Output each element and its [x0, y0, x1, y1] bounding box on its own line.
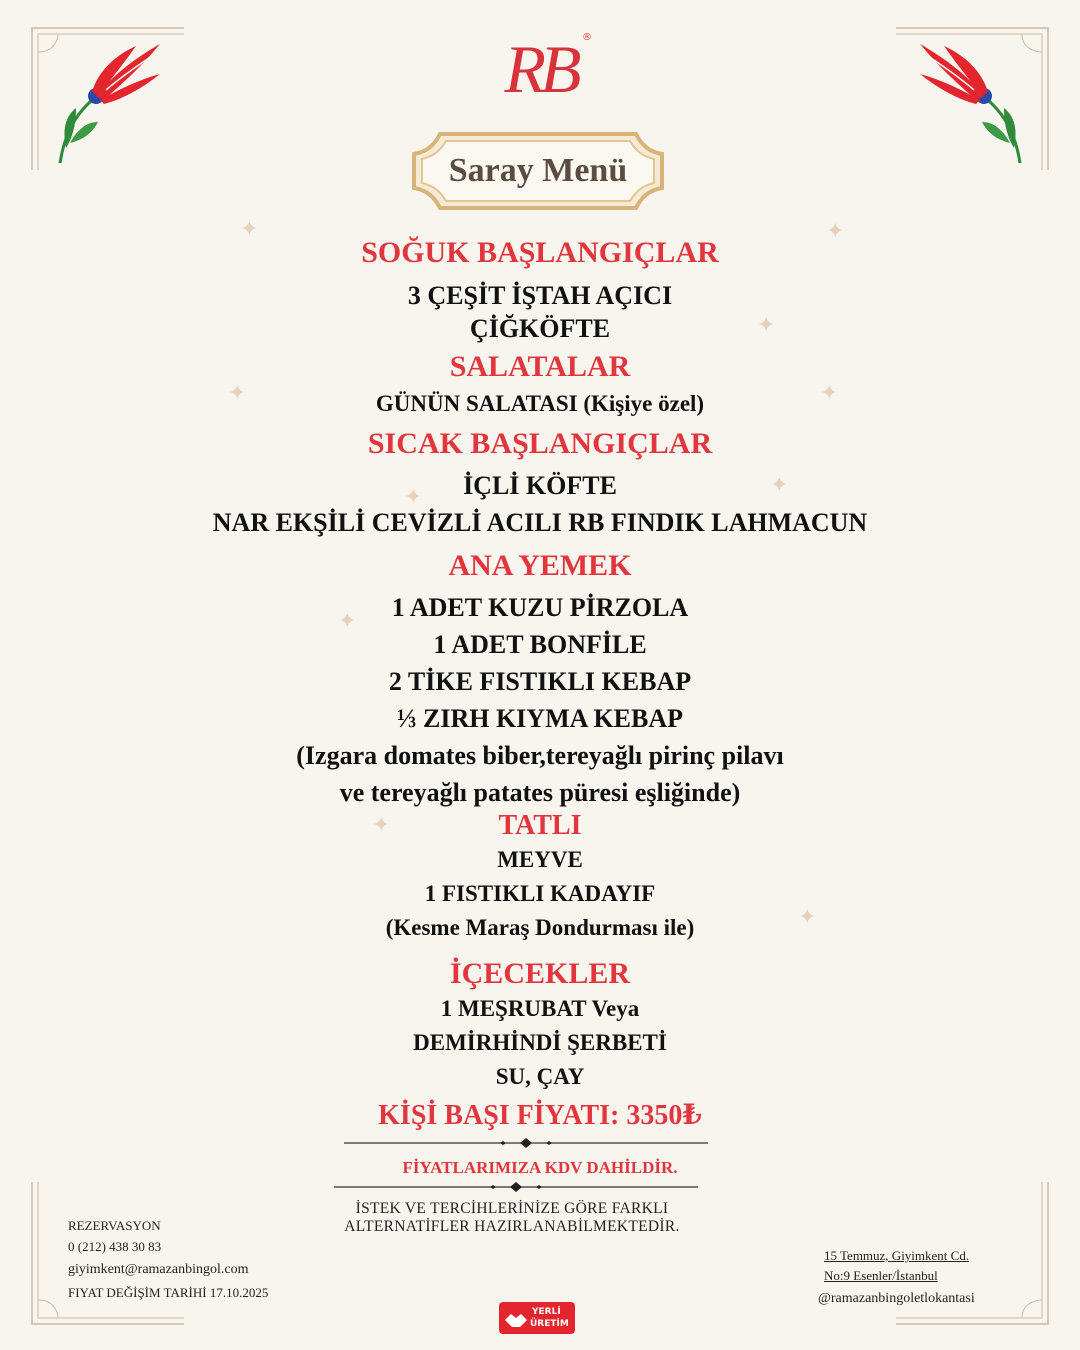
alternatives-note: ALTERNATİFLER HAZIRLANABİLMEKTEDİR.	[344, 1218, 680, 1235]
menu-item: ÇİĞKÖFTE	[469, 314, 611, 343]
sparkle-icon: ✦	[228, 380, 247, 405]
page-title: Saray Menü	[448, 152, 628, 189]
divider-ornament	[330, 1180, 702, 1194]
price-per-person: KİŞİ BAŞI FİYATI: 3350₺	[378, 1100, 702, 1131]
sparkle-icon: ✦	[240, 216, 259, 241]
divider-ornament	[340, 1136, 712, 1150]
tulip-icon	[916, 38, 1028, 166]
menu-item: DEMİRHİNDİ ŞERBETİ	[413, 1030, 667, 1055]
sparkle-icon: ✦	[770, 472, 789, 497]
menu-item: 1 FISTIKLI KADAYIF	[424, 881, 656, 906]
sparkle-icon: ✦	[826, 218, 845, 243]
address-line: 15 Temmuz, Giyimkent Cd.	[824, 1248, 970, 1263]
vat-note: FİYATLARIMIZA KDV DAHİLDİR.	[402, 1158, 678, 1177]
section-dessert: TATLI	[498, 810, 582, 841]
sparkle-icon: ✦	[798, 904, 817, 929]
price-change-date: FIYAT DEĞİŞİM TARİHİ 17.10.2025	[68, 1285, 269, 1300]
badge-line: ÜRETİM	[530, 1319, 569, 1329]
menu-item: İÇLİ KÖFTE	[463, 471, 617, 500]
menu-item: SU, ÇAY	[495, 1064, 585, 1089]
reservation-phone[interactable]: 0 (212) 438 30 83	[68, 1239, 162, 1254]
menu-item: 1 ADET BONFİLE	[433, 630, 647, 659]
brand-logo	[440, 22, 640, 117]
local-production-badge	[499, 1302, 575, 1334]
sparkle-icon: ✦	[338, 608, 357, 633]
section-main-course: ANA YEMEK	[448, 549, 632, 582]
social-handle[interactable]: @ramazanbingoletlokantasi	[818, 1291, 975, 1306]
menu-item-note: (Kesme Maraş Dondurması ile)	[385, 915, 695, 940]
badge-line: YERLİ	[532, 1307, 561, 1317]
logo-text: RB	[504, 31, 576, 107]
sparkle-icon: ✦	[372, 812, 391, 837]
section-hot-starters: SICAK BAŞLANGIÇLAR	[367, 427, 713, 460]
menu-item: 2 TİKE FISTIKLI KEBAP	[388, 667, 692, 696]
sparkle-icon: ✦	[404, 484, 423, 509]
tulip-icon	[52, 38, 164, 166]
handshake-icon	[502, 1304, 530, 1332]
section-drinks: İÇECEKLER	[449, 957, 631, 990]
menu-item: 1 ADET KUZU PİRZOLA	[391, 593, 689, 622]
reservation-email[interactable]: giyimkent@ramazanbingol.com	[68, 1262, 249, 1277]
alternatives-note: İSTEK VE TERCİHLERİNİZE GÖRE FARKLI	[355, 1200, 669, 1217]
menu-item: GÜNÜN SALATASI (Kişiye özel)	[375, 391, 705, 416]
menu-item: 1 MEŞRUBAT Veya	[440, 996, 640, 1021]
sparkle-icon: ✦	[820, 380, 839, 405]
address-line: No:9 Esenler/İstanbul	[824, 1268, 938, 1283]
registered-mark: ®	[582, 32, 592, 43]
menu-item-note: (Izgara domates biber,tereyağlı pirinç pilavı	[296, 741, 784, 770]
reservation-label: REZERVASYON	[68, 1218, 161, 1233]
section-cold-starters: SOĞUK BAŞLANGIÇLAR	[361, 236, 719, 269]
sparkle-icon: ✦	[757, 312, 776, 337]
menu-item-note: ve tereyağlı patates püresi eşliğinde)	[339, 778, 741, 807]
title-plate	[410, 128, 666, 214]
section-salads: SALATALAR	[449, 350, 631, 383]
menu-item: NAR EKŞİLİ CEVİZLİ ACILI RB FINDIK LAHMACUN	[212, 508, 868, 537]
menu-item: MEYVE	[497, 847, 583, 872]
menu-item: ⅓ ZIRH KIYMA KEBAP	[396, 704, 684, 733]
menu-item: 3 ÇEŞİT İŞTAH AÇICI	[407, 281, 673, 310]
